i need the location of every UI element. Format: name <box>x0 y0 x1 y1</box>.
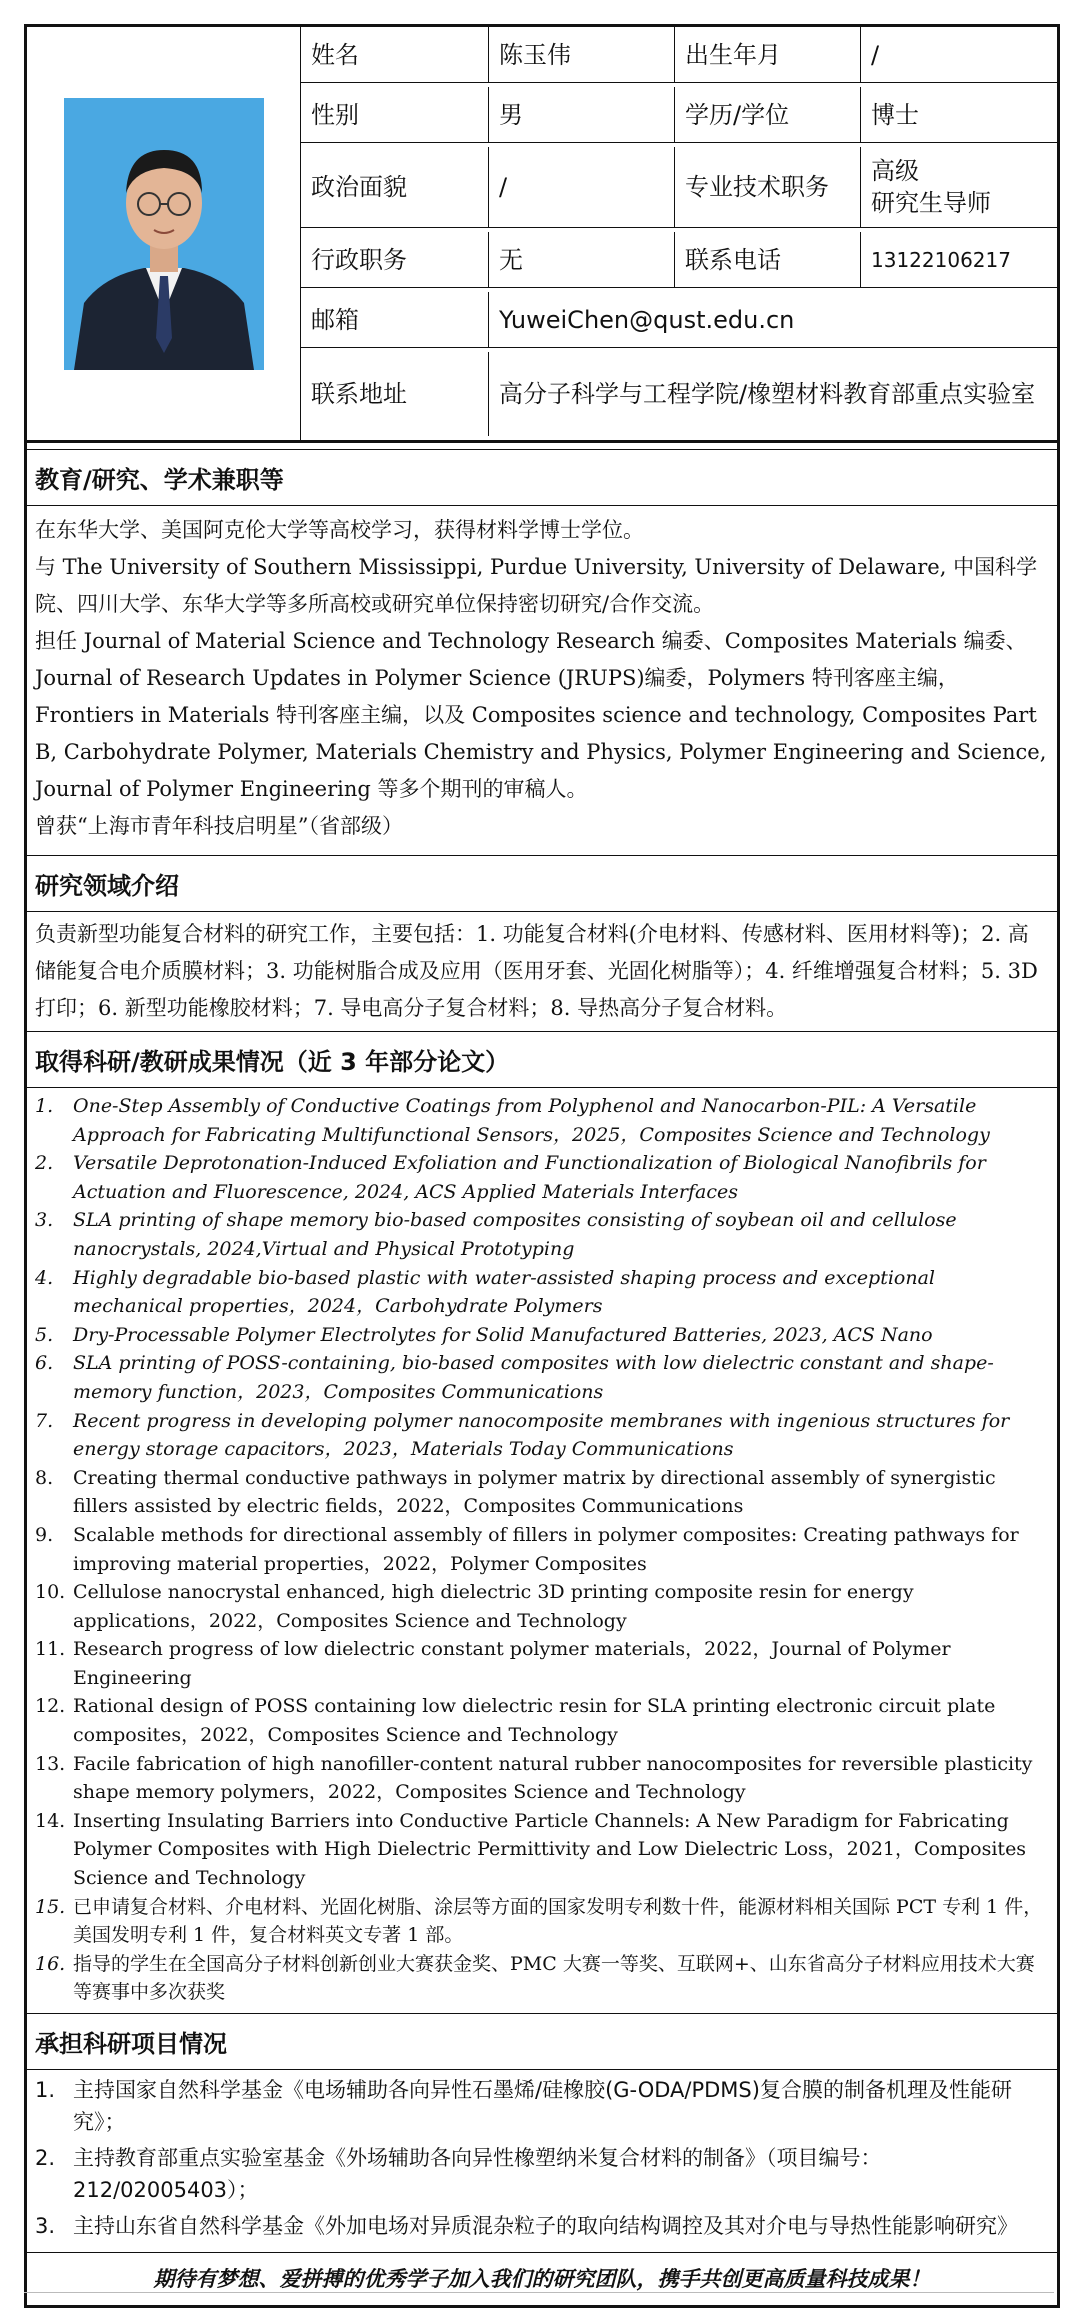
publication-item <box>35 1264 1049 1321</box>
profile-document <box>24 24 1060 2308</box>
education-line: 担任 Journal of Material Science and Technology Research 编委、Composites Materials 编委、Journal of Research Updates in Polymer Science (JRUPS)编委，Polymers 特刊客座主编，Frontiers in Materials 特刊客座主编，以及 Composites science and technology, Composites Part B, Carbohydrate Polymer, Materials Chemistry and Physics, Polymer Engineering and Science, Journal of Polymer Engineering 等多个期刊的审稿人。 <box>35 629 1047 801</box>
publications-heading: 取得科研/教研成果情况（近 3 年部分论文） <box>27 1031 1057 1088</box>
publication-text: 指导的学生在全国高分子材料创新创业大赛获金奖、PMC 大赛一等奖、互联网+、山东省高分子材料应用技术大赛等赛事中多次获奖 <box>73 1952 1035 2004</box>
value-admin: 无 <box>488 232 674 288</box>
value-title: 高级 研究生导师 <box>860 147 1057 228</box>
publication-item <box>35 1950 1049 2007</box>
publication-item <box>35 1893 1049 1950</box>
publication-number: 11. <box>35 1638 66 1661</box>
publication-number: 13. <box>35 1752 66 1775</box>
publication-text: Inserting Insulating Barriers into Conductive Particle Channels: A New Paradigm for Fabricating Polymer Composites with High Dielectric Permittivity and Low Dielectric Loss，2021，Composites Science and Technology <box>73 1809 1027 1890</box>
publication-item <box>35 1206 1049 1263</box>
publication-text: Highly degradable bio-based plastic with water-assisted shaping process and exceptional mechanical properties，2024，Carbohydrate Polymers <box>73 1266 936 1318</box>
publication-number: 2. <box>35 1152 54 1175</box>
label-gender: 性别 <box>301 87 488 143</box>
value-email: YuweiChen@qust.edu.cn <box>488 292 1057 348</box>
education-line: 与 The University of Southern Mississippi, Purdue University, University of Delaware, 中国科学院、四川大学、东华大学等多所高校或研究单位保持密切研究/合作交流。 <box>35 555 1038 616</box>
label-birth: 出生年月 <box>674 27 860 83</box>
publication-number: 9. <box>35 1523 54 1546</box>
publication-text: One-Step Assembly of Conductive Coatings from Polyphenol and Nanocarbon-PIL: A Versatile Approach for Fabricating Multifunctional Sensors，2025，Composites Science and Technology <box>73 1095 990 1146</box>
publication-text: Recent progress in developing polymer nanocomposite membranes with ingenious structures for energy storage capacitors，2023，Materials Today Communications <box>73 1409 1010 1461</box>
value-gender: 男 <box>488 87 674 143</box>
project-item <box>35 2142 1049 2206</box>
education-body <box>27 506 1057 855</box>
publication-number: 5. <box>35 1323 54 1346</box>
value-birth: / <box>860 27 1057 83</box>
project-item <box>35 2074 1049 2138</box>
publication-item <box>35 1807 1049 1893</box>
value-address: 高分子科学与工程学院/橡塑材料教育部重点实验室 <box>488 352 1057 436</box>
publication-text: SLA printing of shape memory bio-based composites consisting of soybean oil and cellulose nanocrystals, 2024,Virtual and Physical Prototyping <box>73 1209 957 1260</box>
publication-text: 已申请复合材料、介电材料、光固化树脂、涂层等方面的国家发明专利数十件，能源材料相关国际 PCT 专利 1 件，美国发明专利 1 件，复合材料英文专著 1 部。 <box>73 1895 1043 1947</box>
publication-item <box>35 1092 1049 1149</box>
projects-heading: 承担科研项目情况 <box>27 2013 1057 2070</box>
publication-item <box>35 1407 1049 1464</box>
education-line: 曾获“上海市青年科技启明星”（省部级） <box>35 814 403 838</box>
publication-text: Research progress of low dielectric constant polymer materials，2022，Journal of Polymer Engineering <box>73 1638 951 1689</box>
publication-number: 10. <box>35 1581 66 1604</box>
publication-item <box>35 1692 1049 1749</box>
publication-text: SLA printing of POSS-containing, bio-based composites with low dielectric constant and shape-memory function，2023，Composites Communications <box>73 1352 994 1403</box>
publication-item <box>35 1149 1049 1206</box>
publication-text: Cellulose nanocrystal enhanced, high dielectric 3D printing composite resin for energy applications，2022，Composites Science and Technology <box>73 1581 914 1632</box>
project-number: 3. <box>35 2214 56 2238</box>
publication-number: 4. <box>35 1266 54 1289</box>
photo-cell <box>27 27 301 440</box>
label-title: 专业技术职务 <box>674 147 860 228</box>
publication-number: 14. <box>35 1809 66 1832</box>
publication-number: 16. <box>35 1952 66 1975</box>
publication-number: 15. <box>35 1895 66 1918</box>
publication-text: Rational design of POSS containing low dielectric resin for SLA printing electronic circuit plate composites，2022，Composites Science and Technology <box>73 1695 996 1747</box>
publication-number: 3. <box>35 1209 54 1232</box>
person-portrait-icon <box>64 98 264 370</box>
projects-list <box>27 2070 1057 2252</box>
profile-table <box>27 27 1057 443</box>
label-address: 联系地址 <box>311 380 407 408</box>
publication-item <box>35 1635 1049 1692</box>
label-admin: 行政职务 <box>301 232 488 288</box>
value-name: 陈玉伟 <box>488 27 674 83</box>
project-text: 主持教育部重点实验室基金《外场辅助各向异性橡塑纳米复合材料的制备》（项目编号：212/02005403）； <box>73 2146 882 2202</box>
project-number: 2. <box>35 2146 56 2170</box>
publication-number: 1. <box>35 1095 54 1117</box>
profile-grid <box>301 27 1057 440</box>
publication-number: 8. <box>35 1466 54 1489</box>
research-body: 负责新型功能复合材料的研究工作，主要包括：1. 功能复合材料(介电材料、传感材料、医用材料等)；2. 高储能复合电介质膜材料；3. 功能树脂合成及应用（医用牙套、光固化树脂等）；4. 纤维增强复合材料；5. 3D 打印；6. 新型功能橡胶材料；7. 导电高分子复合材料；8. 导热高分子复合材料。 <box>35 922 1038 1020</box>
publication-item <box>35 1750 1049 1807</box>
publication-item <box>35 1349 1049 1406</box>
label-phone: 联系电话 <box>674 232 860 288</box>
profile-photo <box>64 98 264 370</box>
project-text: 主持山东省自然科学基金《外加电场对异质混杂粒子的取向结构调控及其对介电与导热性能影响研究》 <box>73 2214 1018 2238</box>
project-number: 1. <box>35 2078 56 2102</box>
education-line: 在东华大学、美国阿克伦大学等高校学习，获得材料学博士学位。 <box>35 518 644 542</box>
publication-item <box>35 1521 1049 1578</box>
bottom-divider <box>24 2292 1054 2293</box>
publication-text: Dry-Processable Polymer Electrolytes for Solid Manufactured Batteries, 2023, ACS Nano <box>73 1323 933 1346</box>
publication-item <box>35 1578 1049 1635</box>
value-political: / <box>488 147 674 228</box>
label-degree: 学历/学位 <box>674 87 860 143</box>
label-name: 姓名 <box>301 27 488 83</box>
project-item <box>35 2210 1049 2242</box>
publication-text: Scalable methods for directional assembly of fillers in polymer composites: Creating pathways for improving material properties，2022，Polymer Composites <box>73 1523 1019 1575</box>
publications-list <box>27 1088 1057 2013</box>
education-heading: 教育/研究、学术兼职等 <box>27 449 1057 506</box>
publication-number: 7. <box>35 1409 54 1432</box>
label-email: 邮箱 <box>301 292 488 348</box>
publication-item <box>35 1321 1049 1350</box>
publication-text: Facile fabrication of high nanofiller-content natural rubber nanocomposites for reversible plasticity shape memory polymers，2022，Composites Science and Technology <box>73 1752 1033 1804</box>
label-political: 政治面貌 <box>301 147 488 228</box>
research-heading: 研究领域介绍 <box>27 855 1057 912</box>
value-degree: 博士 <box>860 87 1057 143</box>
publication-number: 6. <box>35 1352 54 1375</box>
publication-number: 12. <box>35 1695 66 1718</box>
publication-text: Versatile Deprotonation-Induced Exfoliation and Functionalization of Biological Nanofibrils for Actuation and Fluorescence, 2024, ACS Applied Materials Interfaces <box>73 1152 986 1203</box>
publication-item <box>35 1464 1049 1521</box>
value-phone: 13122106217 <box>860 232 1057 288</box>
publication-text: Creating thermal conductive pathways in polymer matrix by directional assembly of synergistic fillers assisted by electric fields，2022，Composites Communications <box>73 1466 996 1518</box>
footer-slogan: 期待有梦想、爱拼搏的优秀学子加入我们的研究团队，携手共创更高质量科技成果！ <box>27 2252 1057 2305</box>
project-text: 主持国家自然科学基金《电场辅助各向异性石墨烯/硅橡胶(G-ODA/PDMS)复合膜的制备机理及性能研究》； <box>73 2078 1012 2134</box>
